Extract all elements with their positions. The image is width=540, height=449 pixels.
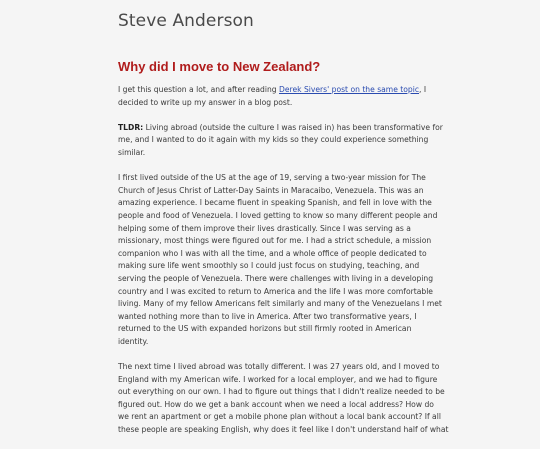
paragraph-tldr-line-1: TLDR: Living abroad (outside the culture I was raised in) has been transformative for <box>118 122 443 132</box>
paragraph-line: amazing experience. I became fluent in speaking Spanish, and fell in love with the <box>118 198 432 208</box>
paragraph-line: country and I was excited to return to America and the life I was more comfortable <box>118 286 433 296</box>
paragraph-line: making sure life went smoothly so I could just focus on studying, teaching, and <box>118 261 420 271</box>
paragraph-line: identity. <box>118 336 149 346</box>
paragraph-line: wanted nothing more than to live in America. After two transformative years, I <box>118 311 417 321</box>
paragraph-line: companion who I was with all the time, and a whole office of people dedicated to <box>118 248 427 258</box>
paragraph-england <box>118 361 449 437</box>
paragraph-line: The next time I lived abroad was totally different. I was 27 years old, and I moved to <box>118 362 440 372</box>
paragraph-tldr-line-3: similar. <box>118 147 146 157</box>
paragraph-line: out everything on our own. I had to figure out things that I didn't realize needed to be <box>118 387 445 397</box>
paragraph-intro-line-2: decided to write up my answer in a blog post. <box>118 97 293 107</box>
derek-sivers-post-link[interactable]: Derek Sivers' post on the same topic <box>279 85 420 94</box>
paragraph-line: figured out. How do we get a bank account when we need a local address? How do <box>118 399 434 409</box>
paragraph-line: we rent an apartment or get a mobile phone plan without a local bank account? If all <box>118 412 441 422</box>
paragraph-line: helping some of them improve their lives drastically. Since I was serving as a <box>118 223 411 233</box>
paragraph-tldr-line-2: me, and I wanted to do it again with my kids so they could experience something <box>118 135 429 145</box>
paragraph-line: returned to the US with expanded horizons but still firmly rooted in American <box>118 324 412 334</box>
post-title: Why did I move to New Zealand? <box>118 59 321 74</box>
paragraph-line: people and food of Venezuela. I loved getting to know so many different people and <box>118 210 438 220</box>
paragraph-intro <box>118 84 430 109</box>
paragraph-line: living. Many of my fellow Americans felt similarly and many of the Venezuelans I met <box>118 299 442 309</box>
post-body <box>118 84 449 449</box>
paragraph-line: serving the people of Venezuela. There were challenges with living in a developing <box>118 273 434 283</box>
paragraph-line: missionary, most things were figured out for me. I had a strict schedule, a mission <box>118 236 432 246</box>
paragraph-line: England with my American wife. I worked for a local employer, and we had to figure <box>118 374 438 384</box>
site-title[interactable]: Steve Anderson <box>118 11 254 31</box>
paragraph-line: these people are speaking English, why does it feel like I don't understand half of what <box>118 425 449 435</box>
paragraph-line: I first lived outside of the US at the age of 19, serving a two-year mission for The <box>118 173 426 183</box>
paragraph-tldr <box>118 122 443 160</box>
paragraph-line: Church of Jesus Christ of Latter-Day Saints in Maracaibo, Venezuela. This was an <box>118 185 424 195</box>
paragraph-intro-line-1: I get this question a lot, and after reading Derek Sivers' post on the same topic, I <box>118 85 427 94</box>
tldr-label: TLDR: <box>118 122 144 132</box>
paragraph-venezuela <box>118 172 442 348</box>
